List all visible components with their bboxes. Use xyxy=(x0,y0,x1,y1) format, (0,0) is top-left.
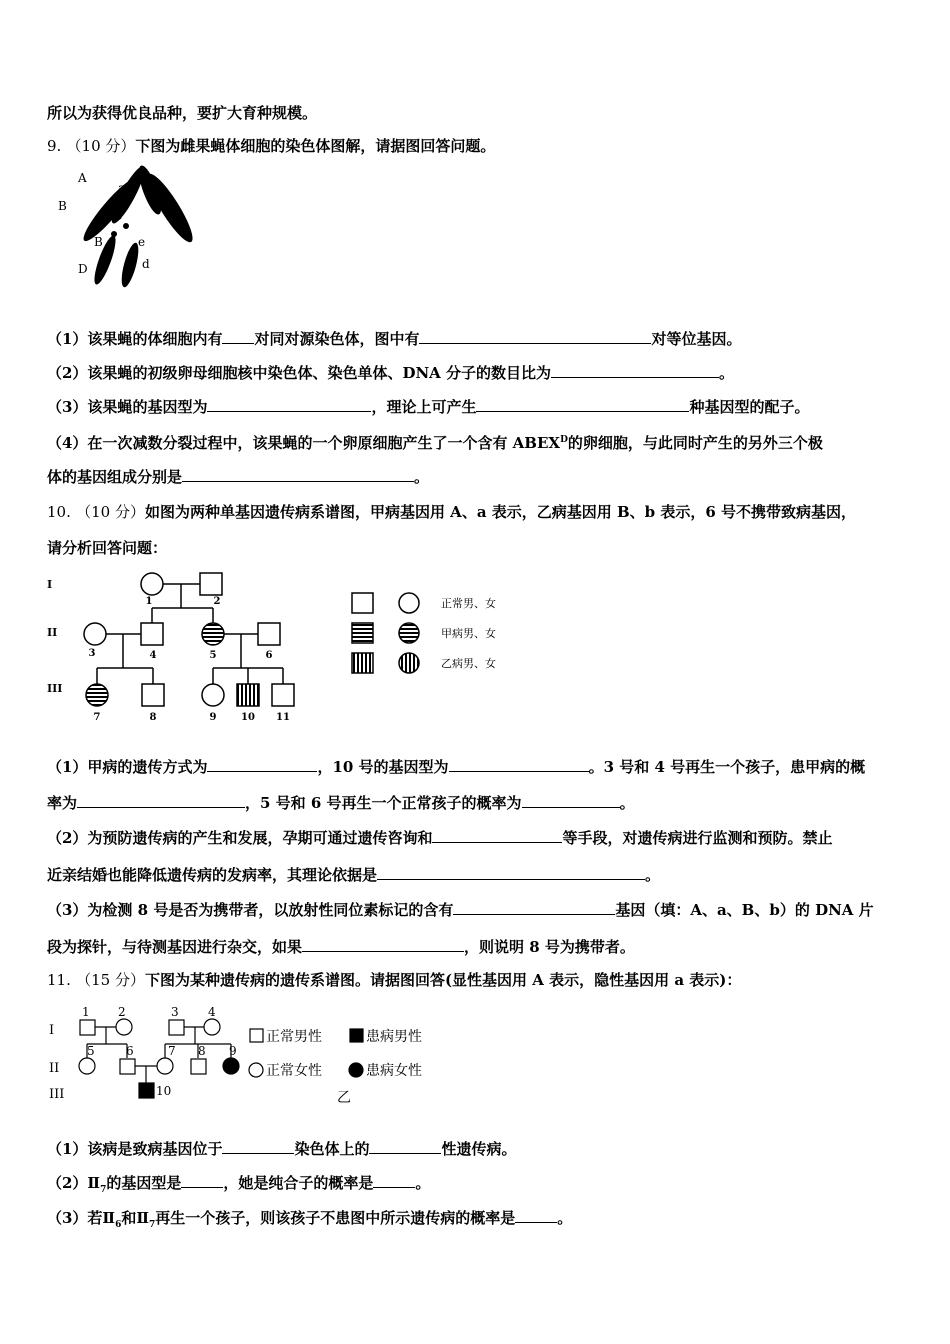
q11-s2-sub: 7 xyxy=(100,1185,107,1195)
individual-label: 11 xyxy=(276,712,290,723)
fig-label: e xyxy=(138,235,146,249)
individual-label: 2 xyxy=(118,1005,126,1019)
q11-header xyxy=(47,970,741,990)
q10-s1-text: 。 xyxy=(619,794,635,812)
intro-line xyxy=(47,103,317,123)
q10-s3-cont xyxy=(47,936,635,957)
individual-label: 7 xyxy=(93,712,101,723)
q11-s3 xyxy=(47,1207,572,1235)
legend-label: 乙病男、女 xyxy=(441,657,496,670)
gen-label: I xyxy=(49,1023,55,1038)
q11-s2-text: ，她是纯合子的概率是 xyxy=(223,1174,374,1192)
q9-s4-text: （4）在一次减数分裂过程中，该果蝇的一个卵原细胞产生了一个含有 ABEX xyxy=(47,434,561,452)
individual-6 xyxy=(258,623,280,645)
q10-s1-text: 率为 xyxy=(47,794,78,812)
q11-s2-text: 的基因型是 xyxy=(106,1174,182,1192)
fig-label: E xyxy=(167,201,176,215)
gen-label: II xyxy=(49,1061,60,1076)
q10-header xyxy=(47,502,856,522)
q9-s3 xyxy=(47,396,809,417)
fig-label: D xyxy=(78,262,88,276)
individual-6 xyxy=(120,1059,135,1074)
individual-label: 6 xyxy=(126,1044,134,1058)
individual-label: 9 xyxy=(209,712,217,723)
q10-title: 请分析回答问题： xyxy=(47,539,168,557)
q10-s1-text: 。3 号和 4 号再生一个孩子，患甲病的概 xyxy=(588,758,866,776)
chromosome-figure xyxy=(50,160,195,295)
individual-7 xyxy=(86,684,108,706)
q11-s1 xyxy=(47,1138,516,1159)
individual-label: 8 xyxy=(198,1044,206,1058)
answer-blank[interactable] xyxy=(222,328,254,344)
q10-s3 xyxy=(47,899,874,920)
q11-number: 11. xyxy=(47,971,71,989)
legend-label: 甲病男、女 xyxy=(441,627,496,640)
individual-label: 3 xyxy=(171,1005,179,1019)
q11-s3-sub: 6 xyxy=(115,1220,122,1230)
legend-normal-female xyxy=(399,593,419,613)
individual-11 xyxy=(272,684,294,706)
q9-s4-cont xyxy=(47,466,429,487)
q10-s2-text: 等手段，对遗传病进行监测和预防。禁止 xyxy=(562,829,833,847)
q9-number: 9. xyxy=(47,137,62,155)
q10-score: （10 分） xyxy=(76,503,145,521)
individual-label: 5 xyxy=(209,650,217,661)
answer-blank[interactable] xyxy=(476,396,689,412)
q9-s2-text: 。 xyxy=(719,364,735,382)
answer-blank[interactable] xyxy=(207,756,317,772)
answer-blank[interactable] xyxy=(377,864,645,880)
intro-text: 所以为获得优良品种，要扩大育种规模。 xyxy=(47,104,318,122)
q9-header xyxy=(47,136,495,156)
q11-s3-text: （3）若Ⅱ xyxy=(47,1209,116,1227)
fig-label: B xyxy=(94,235,103,249)
individual-label: 4 xyxy=(149,650,157,661)
q10-number: 10. xyxy=(47,503,71,521)
answer-blank[interactable] xyxy=(449,756,589,772)
answer-blank[interactable] xyxy=(369,1138,441,1154)
legend-jia-female xyxy=(399,623,419,643)
individual-2 xyxy=(200,573,222,595)
legend-affected-female xyxy=(349,1063,363,1077)
q9-s4-text: 。 xyxy=(414,468,430,486)
q11-s3-sub: 7 xyxy=(149,1220,156,1230)
fig-label: A xyxy=(78,171,87,185)
q11-title: 下图为某种遗传病的遗传系谱图。请据图回答(显性基因用 A 表示，隐性基因用 a 表示)： xyxy=(144,971,742,989)
q9-title: 下图为雌果蝇体细胞的染色体图解，请据图回答问题。 xyxy=(135,137,496,155)
q9-s3-text: 种基因型的配子。 xyxy=(689,398,810,416)
individual-9 xyxy=(223,1058,239,1074)
answer-blank[interactable] xyxy=(77,792,245,808)
legend-yi-female xyxy=(399,653,419,673)
q10-s3-text: （3）为检测 8 号是否为携带者，以放射性同位素标记的含有 xyxy=(47,901,454,919)
q9-s3-text: （3）该果蝇的基因型为 xyxy=(47,398,208,416)
chromosome-dot xyxy=(123,223,129,229)
answer-blank[interactable] xyxy=(551,362,719,378)
individual-5 xyxy=(79,1058,95,1074)
q11-s3-text: 。 xyxy=(557,1209,573,1227)
individual-4 xyxy=(141,623,163,645)
q11-s3-text: 再生一个孩子，则该孩子不患图中所示遗传病的概率是 xyxy=(155,1209,516,1227)
individual-2 xyxy=(116,1019,132,1035)
pedigree-chart-q10 xyxy=(45,568,515,728)
fig-label: d xyxy=(142,257,150,271)
q10-s2 xyxy=(47,827,832,848)
individual-9 xyxy=(202,684,224,706)
legend-normal-male xyxy=(352,593,373,613)
gen-label: III xyxy=(47,682,63,695)
q10-s3-text: 基因（填：A、a、B、b）的 DNA 片 xyxy=(615,901,874,919)
chromosome-b xyxy=(78,174,142,246)
individual-label: 8 xyxy=(149,712,157,723)
q11-s2-text: （2）Ⅱ xyxy=(47,1174,101,1192)
answer-blank[interactable] xyxy=(453,899,615,915)
q11-s3-text: 和Ⅱ xyxy=(121,1209,150,1227)
q11-s1-text: 染色体上的 xyxy=(294,1140,370,1158)
pedigree-chart-q11 xyxy=(45,998,465,1108)
individual-7 xyxy=(157,1058,173,1074)
legend-label: 患病女性 xyxy=(366,1063,422,1079)
legend-label: 正常男、女 xyxy=(441,597,496,610)
individual-label: 4 xyxy=(208,1005,216,1019)
individual-label: 3 xyxy=(88,648,96,659)
q10-s2-cont xyxy=(47,864,660,885)
individual-label: 6 xyxy=(265,650,273,661)
q9-s2-text: （2）该果蝇的初级卵母细胞核中染色体、染色单体、DNA 分子的数目比为 xyxy=(47,364,552,382)
q9-s3-text: ，理论上可产生 xyxy=(371,398,477,416)
answer-blank[interactable] xyxy=(522,792,620,808)
q10-s1-text: ，5 号和 6 号再生一个正常孩子的概率为 xyxy=(245,794,522,812)
individual-label: 10 xyxy=(241,712,255,723)
q10-header-cont xyxy=(47,538,167,558)
legend-normal-male xyxy=(250,1029,263,1042)
chromosome-dot xyxy=(114,212,122,220)
legend-yi-male xyxy=(352,653,373,673)
answer-blank[interactable] xyxy=(373,1172,415,1188)
individual-label: 5 xyxy=(87,1044,95,1058)
q11-score: （15 分） xyxy=(76,971,145,989)
q9-s1-text: 对同对源染色体，图中有 xyxy=(254,330,420,348)
individual-4 xyxy=(204,1019,220,1035)
answer-blank[interactable] xyxy=(419,328,651,344)
q10-s1-text: ，10 号的基因型为 xyxy=(317,758,449,776)
individual-10 xyxy=(237,684,259,706)
answer-blank[interactable] xyxy=(302,936,464,952)
individual-1 xyxy=(80,1020,95,1035)
q9-s1-text: 对等位基因。 xyxy=(651,330,742,348)
figure-caption: 乙 xyxy=(337,1090,351,1106)
q10-title: 如图为两种单基因遗传病系谱图，甲病基因用 A、a 表示，乙病基因用 B、b 表示，6 号不携带致病基因， xyxy=(144,503,857,521)
answer-blank[interactable] xyxy=(222,1138,294,1154)
legend-affected-male xyxy=(350,1029,363,1042)
individual-3 xyxy=(84,623,106,645)
fig-label: a xyxy=(118,181,126,195)
q9-score: （10 分） xyxy=(66,137,136,155)
gen-label: II xyxy=(47,626,58,639)
q9-s4-text: 体的基因组成分别是 xyxy=(47,468,183,486)
answer-blank[interactable] xyxy=(515,1207,557,1223)
individual-8 xyxy=(142,684,164,706)
q10-s1-cont xyxy=(47,792,635,813)
q9-s1 xyxy=(47,328,741,349)
individual-1 xyxy=(141,573,163,595)
q9-s4-sup: D xyxy=(560,435,568,445)
legend-normal-female xyxy=(249,1063,263,1077)
q9-s1-text: （1）该果蝇的体细胞内有 xyxy=(47,330,223,348)
q9-s2 xyxy=(47,362,734,383)
q10-s3-text: ，则说明 8 号为携带者。 xyxy=(464,938,635,956)
answer-blank[interactable] xyxy=(181,1172,223,1188)
individual-3 xyxy=(169,1020,184,1035)
answer-blank[interactable] xyxy=(182,466,414,482)
q9-s4 xyxy=(47,430,823,453)
individual-label: 2 xyxy=(213,596,221,607)
gen-label: III xyxy=(49,1087,65,1102)
answer-blank[interactable] xyxy=(207,396,371,412)
q11-s1-text: （1）该病是致病基因位于 xyxy=(47,1140,223,1158)
individual-10 xyxy=(139,1083,154,1098)
chromosome-dot xyxy=(111,231,117,237)
individual-5 xyxy=(202,623,224,645)
q10-s2-text: 。 xyxy=(645,866,661,884)
answer-blank[interactable] xyxy=(432,827,562,843)
q11-s1-text: 性遗传病。 xyxy=(441,1140,517,1158)
gen-label: I xyxy=(47,578,53,591)
individual-label: 1 xyxy=(82,1005,90,1019)
individual-8 xyxy=(191,1059,206,1074)
q10-s2-text: （2）为预防遗传病的产生和发展，孕期可通过遗传咨询和 xyxy=(47,829,433,847)
q11-s2 xyxy=(47,1172,430,1200)
fig-label: B xyxy=(58,199,67,213)
q11-s2-text: 。 xyxy=(415,1174,431,1192)
individual-label: 7 xyxy=(168,1044,176,1058)
legend-label: 患病男性 xyxy=(366,1029,422,1045)
q9-s4-text: 的卵细胞，与此同时产生的另外三个极 xyxy=(567,434,823,452)
individual-label: 1 xyxy=(145,596,153,607)
individual-label: 9 xyxy=(229,1044,237,1058)
legend-jia-male xyxy=(352,623,373,643)
individual-label: 10 xyxy=(156,1084,172,1098)
legend-label: 正常女性 xyxy=(266,1063,322,1079)
q10-s3-text: 段为探针，与待测基因进行杂交，如果 xyxy=(47,938,303,956)
legend-label: 正常男性 xyxy=(266,1029,322,1045)
q10-s1 xyxy=(47,756,865,777)
q10-s2-text: 近亲结婚也能降低遗传病的发病率，其理论依据是 xyxy=(47,866,378,884)
q10-s1-text: （1）甲病的遗传方式为 xyxy=(47,758,208,776)
